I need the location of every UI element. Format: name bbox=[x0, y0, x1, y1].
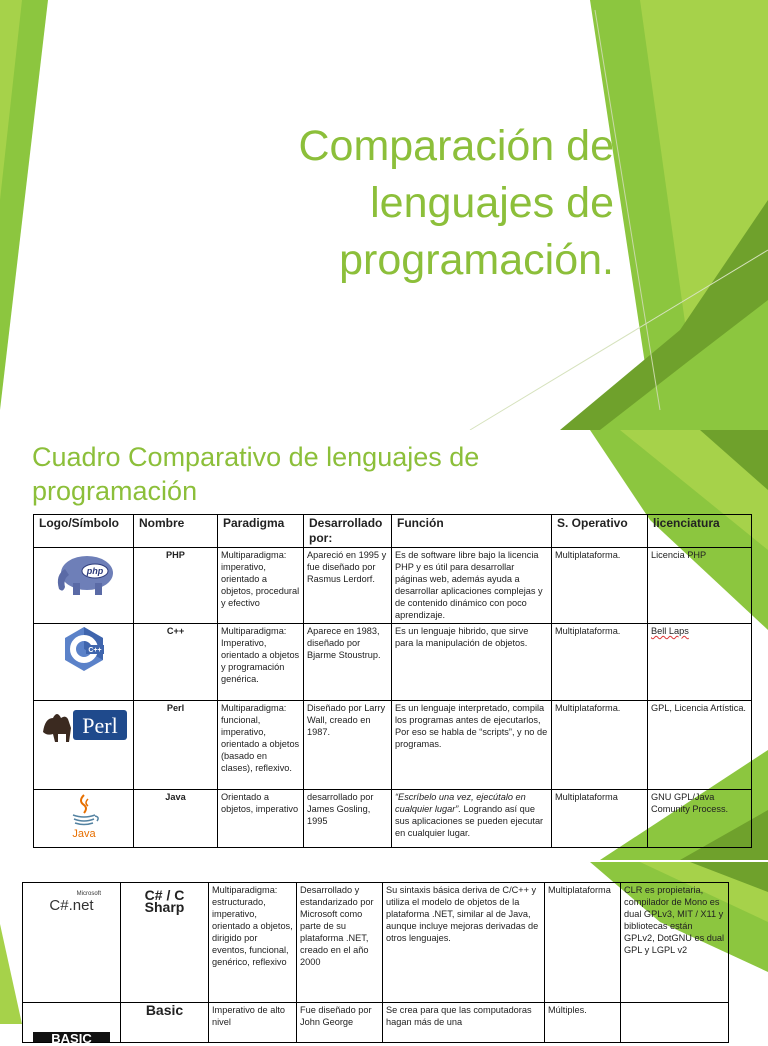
csharp-logo-text: C#.net bbox=[49, 897, 94, 914]
licencia-cell bbox=[648, 624, 752, 701]
lang-name: Basic bbox=[121, 1003, 209, 1043]
desarrollado-cell: Fue diseñado por John George bbox=[297, 1003, 383, 1043]
lang-name: PHP bbox=[134, 548, 218, 624]
java-cup-logo bbox=[64, 791, 104, 841]
title-slide bbox=[0, 0, 768, 430]
desarrollado-cell: Diseñado por Larry Wall, creado en 1987. bbox=[304, 701, 392, 790]
cpp-logo-text: C++ bbox=[87, 647, 102, 654]
comparison-table-continued bbox=[22, 882, 729, 1046]
header-so: S. Operativo bbox=[552, 515, 648, 548]
table-row-cpp bbox=[34, 624, 752, 701]
header-paradigma: Paradigma bbox=[218, 515, 304, 548]
paradigma-cell: Multiparadigma: estructurado, imperativo, orientado a objetos, dirigido por eventos, funcional, genérico, reflexivo bbox=[209, 883, 297, 1003]
left-light-shard bbox=[0, 924, 22, 1024]
funcion-cell: Es un lenguaje hibrido, que sirve para la manipulación de objetos. bbox=[392, 624, 552, 701]
so-cell: Multiplataforma. bbox=[552, 548, 648, 624]
funcion-cell: Se crea para que las computadoras hagan más de una bbox=[383, 1003, 545, 1043]
paradigma-cell: Imperativo de alto nivel bbox=[209, 1003, 297, 1043]
header-licencia: licenciatura bbox=[648, 515, 752, 548]
licencia-text: Bell Laps bbox=[651, 626, 689, 636]
comparison-slide-continued bbox=[0, 862, 768, 1046]
cpp-hexagon-logo bbox=[62, 625, 106, 673]
funcion-cell bbox=[392, 790, 552, 848]
licencia-cell: GNU GPL/Java Comunity Process. bbox=[648, 790, 752, 848]
microsoft-label: Microsoft bbox=[76, 891, 101, 897]
java-logo-cell bbox=[34, 790, 134, 848]
slide-title: Comparación de lenguajes de programación. bbox=[298, 122, 614, 284]
table-header-row bbox=[34, 515, 752, 548]
desarrollado-cell: desarrollado por James Gosling, 1995 bbox=[304, 790, 392, 848]
header-nombre: Nombre bbox=[134, 515, 218, 548]
paradigma-cell: Multiparadigma: imperativo, orientado a objetos, procedural y efectivo bbox=[218, 548, 304, 624]
header-desarrollado: Desarrollado por: bbox=[304, 515, 392, 548]
licencia-cell: CLR es propietaria, compilador de Mono es dual GPLv3, MIT / X11 y bibliotecas están GPLv2, DotGNU es dual GPL y LGPL v2 bbox=[621, 883, 729, 1003]
table-row-java bbox=[34, 790, 752, 848]
paradigma-cell: Multiparadigma: funcional, imperativo, orientado a objetos (basado en clases), reflexivo. bbox=[218, 701, 304, 790]
php-logo-text: php bbox=[86, 566, 103, 576]
licencia-cell: Licencia PHP bbox=[648, 548, 752, 624]
lang-name: C# / C Sharp bbox=[121, 883, 209, 1003]
php-logo-cell bbox=[34, 548, 134, 624]
lang-name: Perl bbox=[134, 701, 218, 790]
java-logo-text: Java bbox=[71, 828, 96, 840]
java-funcion-rest: Logrando así que sus aplicaciones se pueden ejecutar en cualquier lugar. bbox=[395, 804, 544, 838]
desarrollado-cell: Apareció en 1995 y fue diseñado por Rasmus Lerdorf. bbox=[304, 548, 392, 624]
basic-logo: BASIC bbox=[33, 1032, 110, 1042]
slide-heading: Cuadro Comparativo de lenguajes de programación bbox=[32, 442, 480, 506]
csharp-logo-cell bbox=[23, 883, 121, 1003]
lang-name: Java bbox=[134, 790, 218, 848]
header-funcion: Función bbox=[392, 515, 552, 548]
lang-name: C++ bbox=[134, 624, 218, 701]
table-row-php bbox=[34, 548, 752, 624]
basic-logo-cell bbox=[23, 1003, 121, 1046]
java-motto: “Escríbelo una vez, ejecútalo en cualquier lugar”. bbox=[395, 792, 526, 814]
so-cell: Multiplataforma. bbox=[552, 701, 648, 790]
perl-camel-logo bbox=[37, 702, 131, 746]
cpp-logo-cell bbox=[34, 624, 134, 701]
licencia-cell bbox=[621, 1003, 729, 1043]
so-cell: Multiplataforma bbox=[545, 883, 621, 1003]
comparison-table bbox=[33, 514, 752, 848]
desarrollado-cell: Desarrollado y estandarizado por Microsoft como parte de su plataforma .NET, creado en el año 2000 bbox=[297, 883, 383, 1003]
perl-logo-text: Perl bbox=[81, 713, 118, 738]
licencia-cell: GPL, Licencia Artística. bbox=[648, 701, 752, 790]
header-logo: Logo/Símbolo bbox=[34, 515, 134, 548]
funcion-cell: Es de software libre bajo la licencia PHP y es útil para desarrollar páginas web, además ayuda a desarrollar aplicaciones complejas y de contenido dinámico con poco aprendizaje. bbox=[392, 548, 552, 624]
perl-logo-cell bbox=[34, 701, 134, 790]
php-elephant-logo bbox=[49, 549, 119, 599]
table-row-csharp bbox=[23, 883, 729, 1003]
so-cell: Multiplataforma bbox=[552, 790, 648, 848]
table-row-basic bbox=[23, 1003, 729, 1043]
desarrollado-cell: Aparece en 1983, diseñado por Bjarme Stoustrup. bbox=[304, 624, 392, 701]
so-cell: Múltiples. bbox=[545, 1003, 621, 1043]
funcion-cell: Es un lenguaje interpretado, compila los programas antes de ejecutarlos, Por eso se habla de “scripts”, y no de programas. bbox=[392, 701, 552, 790]
funcion-cell: Su sintaxis básica deriva de C/C++ y utiliza el modelo de objetos de la plataforma .NET, similar al de Java, aunque incluye mejoras derivadas de otros lenguajes. bbox=[383, 883, 545, 1003]
so-cell: Multiplataforma. bbox=[552, 624, 648, 701]
table-row-perl bbox=[34, 701, 752, 790]
comparison-slide bbox=[0, 430, 768, 860]
paradigma-cell: Multiparadigma: Imperativo, orientado a objetos y programación genérica. bbox=[218, 624, 304, 701]
paradigma-cell: Orientado a objetos, imperativo bbox=[218, 790, 304, 848]
